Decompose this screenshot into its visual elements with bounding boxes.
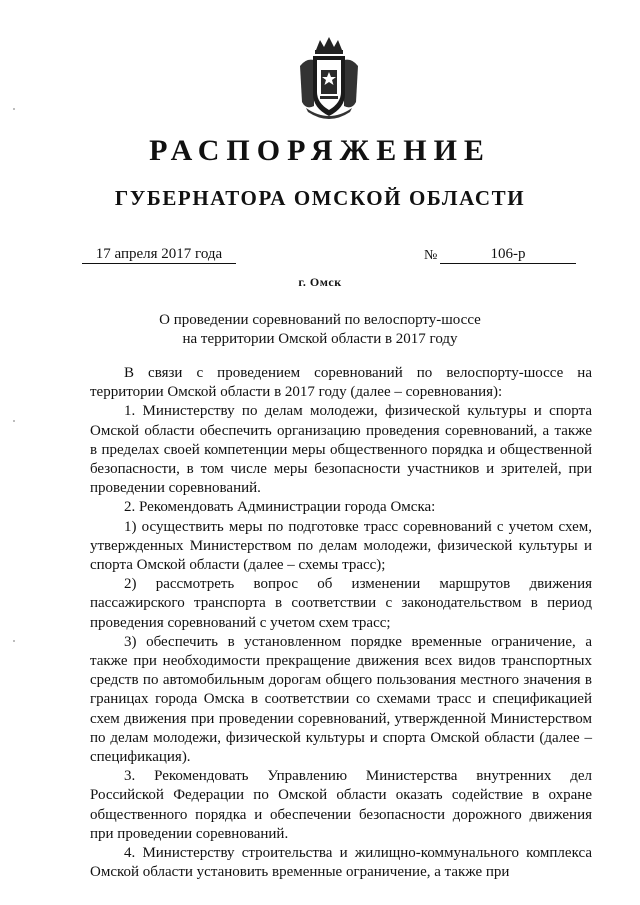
scan-mark — [13, 420, 15, 422]
scan-mark — [13, 640, 15, 642]
omsk-coat-of-arms-icon — [296, 36, 362, 120]
heading-line-1: О проведении соревнований по велоспорту-шоссе — [159, 312, 481, 328]
document-body — [90, 364, 592, 882]
document-number: 106-р — [440, 245, 576, 264]
paragraph-item-2: 2. Рекомендовать Администрации города Омска: — [124, 499, 436, 516]
document-title: РАСПОРЯЖЕНИЕ — [149, 134, 491, 167]
paragraph-item-4: 4. Министерству строительства и жилищно-коммунального комплекса Омской области установить временные ограничение, а также при — [90, 845, 592, 881]
document-subtitle: ГУБЕРНАТОРА ОМСКОЙ ОБЛАСТИ — [114, 186, 526, 210]
scan-mark — [13, 108, 15, 110]
heading-line-2: на территории Омской области в 2017 году — [182, 331, 458, 347]
paragraph-intro: В связи с проведением соревнований по велоспорту-шоссе на территории Омской области в 2017 году (далее – соревнования): — [90, 365, 592, 401]
document-heading — [0, 311, 640, 349]
paragraph-item-3: 3. Рекомендовать Управлению Министерства внутренних дел Российской Федерации по Омской области оказать содействие в охране общественного порядка и обеспечении безопасности дорожного движения при проведении соревнований. — [90, 768, 592, 842]
paragraph-subitem-3: 3) обеспечить в установленном порядке временные ограничение, а также при необходимости прекращение движения всех видов транспортных средств по автомобильным дорогам общего пользования местного значения в границах города Омска в соответствии со схемами трасс и спецификацией схем движения при проведении соревнований, утвержденной Министерством по делам молодежи, физической культуры и спорта Омской области (далее – спецификация). — [90, 633, 592, 766]
paragraph-item-1: 1. Министерству по делам молодежи, физической культуры и спорта Омской области обеспечить организацию проведения соревнований, а также в пределах своей компетенции меры общественного порядка и общественной безопасности, в том числе меры безопасности участников и зрителей, при проведении соревнований. — [90, 403, 592, 497]
document-city: г. Омск — [298, 275, 342, 289]
number-sign: № — [424, 248, 438, 263]
paragraph-subitem-2: 2) рассмотреть вопрос об изменении маршрутов движения пассажирского транспорта в соответствии с законодательством в период проведения соревнований с учетом схем трасс; — [90, 576, 592, 631]
paragraph-subitem-1: 1) осуществить меры по подготовке трасс соревнований с учетом схем, утвержденных Министерством по делам молодежи, физической культуры и спорта Омской области (далее – схемы трасс); — [90, 518, 592, 574]
document-date: 17 апреля 2017 года — [82, 245, 236, 264]
